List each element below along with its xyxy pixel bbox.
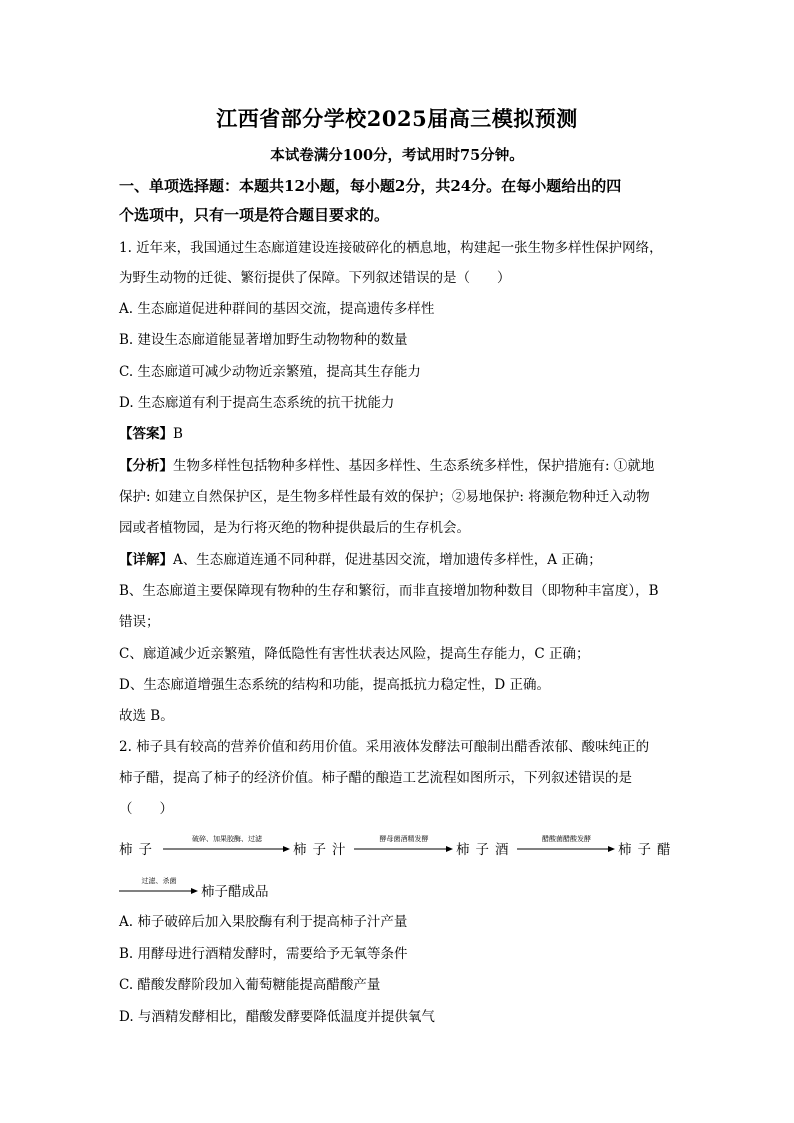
section-heading-line1: 一、单项选择题：本题共12小题，每小题2分，共24分。在每小题给出的四 xyxy=(119,177,622,195)
flow-arrow-3 xyxy=(517,834,616,856)
q2-option-c: C. 醋酸发酵阶段加入葡萄糖能提高醋酸产量 xyxy=(119,977,381,993)
q2-stem-line1: 2. 柿子具有较高的营养价值和药用价值。采用液体发酵法可酿制出醋香浓郁、酸味纯正的 xyxy=(119,739,650,755)
flow-node-wine: 柿子酒 xyxy=(456,842,515,858)
flow-arrow-4-label: 过滤、杀菌 xyxy=(141,877,177,885)
q2-option-d: D. 与酒精发酵相比，醋酸发酵要降低温度并提供氧气 xyxy=(119,1009,435,1025)
flow-arrow-2-label: 酵母菌酒精发酵 xyxy=(379,835,429,843)
q1-detail-line2: B、生态廊道主要保障现有物种的生存和繁衍，而非直接增加物种数目（即物种丰富度），B xyxy=(119,583,659,599)
arrow-icon xyxy=(354,845,454,853)
q1-answer xyxy=(119,424,679,444)
q2-option-b: B. 用酵母进行酒精发酵时，需要给予无氧等条件 xyxy=(119,946,408,962)
q1-detail-line3: 错误； xyxy=(119,614,160,630)
flow-arrow-2 xyxy=(354,834,454,856)
flow-node-vinegar: 柿子醋 xyxy=(618,842,677,858)
arrow-icon xyxy=(119,887,199,895)
flow-arrow-1 xyxy=(163,834,291,856)
q1-detail-line4: C、廊道减少近亲繁殖，降低隐性有害性状表达风险，提高生存能力，C 正确； xyxy=(119,646,590,662)
process-flow-final xyxy=(119,876,419,900)
q1-conclusion: 故选 B。 xyxy=(119,708,174,724)
exam-subtitle: 本试卷满分100分，考试用时75分钟。 xyxy=(270,147,524,164)
section-heading-line2: 个选项中，只有一项是符合题目要求的。 xyxy=(119,206,390,224)
q1-analysis-line2: 保护: 如建立自然保护区，是生物多样性最有效的保护；②易地保护: 将濒危物种迁入动物 xyxy=(119,489,650,505)
q2-stem-line3: （ ） xyxy=(119,801,173,817)
answer-label: 【答案】 xyxy=(119,426,173,442)
analysis-label: 【分析】 xyxy=(119,458,173,474)
q1-option-d: D. 生态廊道有利于提高生态系统的抗干扰能力 xyxy=(119,395,395,411)
q1-analysis-line3: 园或者植物园，是为行将灭绝的物种提供最后的生存机会。 xyxy=(119,520,470,536)
q1-detail-line1 xyxy=(119,550,679,570)
process-flow-diagram xyxy=(119,834,679,864)
q1-option-a: A. 生态廊道促进种群间的基因交流，提高遗传多样性 xyxy=(119,301,435,317)
q2-option-a: A. 柿子破碎后加入果胶酶有利于提高柿子汁产量 xyxy=(119,914,408,930)
q1-option-c: C. 生态廊道可减少动物近亲繁殖，提高其生存能力 xyxy=(119,364,421,380)
detail-label: 【详解】 xyxy=(119,552,173,568)
q1-stem-line2: 为野生动物的迁徙、繁衍提供了保障。下列叙述错误的是（ ） xyxy=(119,270,511,286)
q1-stem-line1: 1. 近年来，我国通过生态廊道建设连接破碎化的栖息地，构建起一张生物多样性保护网络， xyxy=(119,240,663,256)
q2-stem-line2: 柿子醋，提高了柿子的经济价值。柿子醋的酿造工艺流程如图所示，下列叙述错误的是 xyxy=(119,770,632,786)
flow-node-final-product: 柿子醋成品 xyxy=(201,884,269,900)
arrow-icon xyxy=(163,845,291,853)
detail-text: A、生态廊道连通不同种群，促进基因交流，增加遗传多样性，A 正确； xyxy=(173,552,602,568)
answer-value: B xyxy=(173,426,183,442)
flow-arrow-3-label: 醋酸菌醋酸发酵 xyxy=(542,835,591,843)
flow-arrow-4 xyxy=(119,876,199,898)
flow-node-juice: 柿子汁 xyxy=(293,842,352,858)
flow-node-persimmon: 柿子 xyxy=(119,842,158,858)
q1-option-b: B. 建设生态廊道能显著增加野生动物物种的数量 xyxy=(119,332,408,348)
exam-title: 江西省部分学校2025届高三模拟预测 xyxy=(216,106,578,131)
analysis-text: 生物多样性包括物种多样性、基因多样性、生态系统多样性，保护措施有: ①就地 xyxy=(173,458,655,474)
q1-detail-line5: D、生态廊道增强生态系统的结构和功能，提高抵抗力稳定性，D 正确。 xyxy=(119,677,550,693)
q1-analysis-line1 xyxy=(119,456,679,476)
flow-arrow-1-label: 破碎、加果胶酶、过滤 xyxy=(192,835,262,843)
arrow-icon xyxy=(517,845,616,853)
